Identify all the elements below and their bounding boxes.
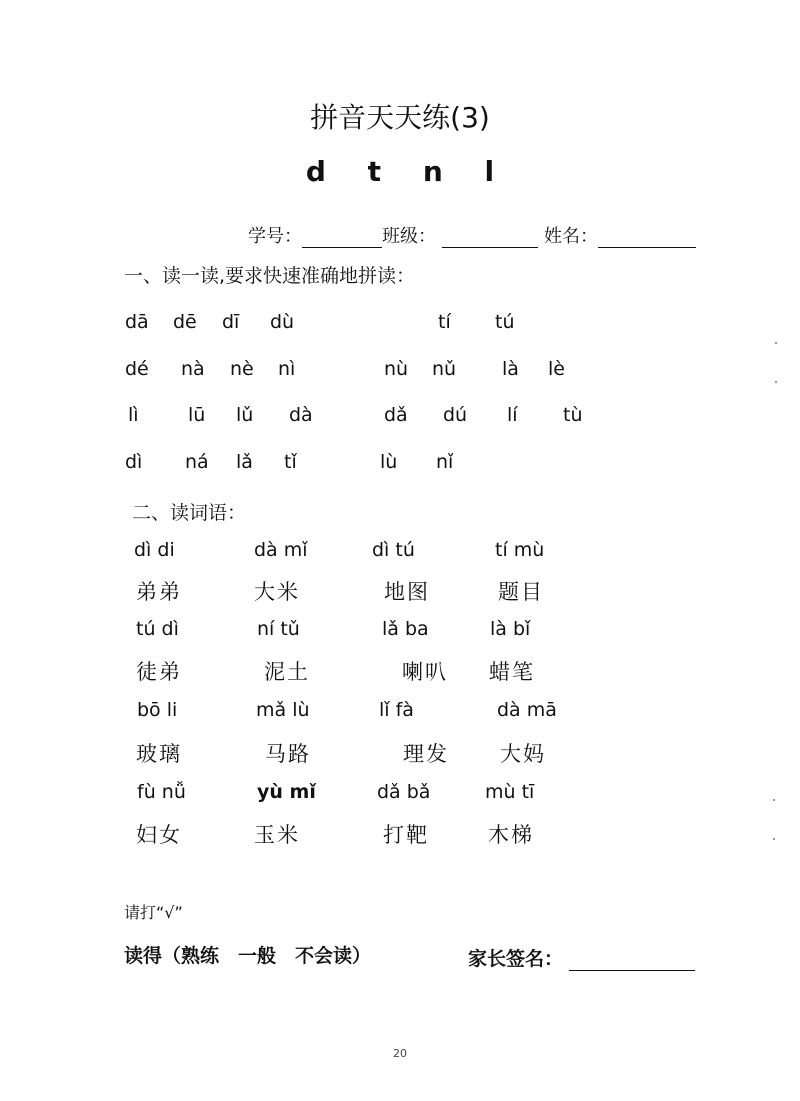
word-hanzi: 木梯 bbox=[488, 823, 534, 847]
student-number-field[interactable] bbox=[302, 229, 382, 248]
syllable: dú bbox=[443, 404, 468, 426]
word-hanzi: 题目 bbox=[498, 580, 544, 604]
syllable: dā bbox=[125, 311, 149, 333]
word-pinyin: dì tú bbox=[372, 539, 415, 561]
word-hanzi: 徒弟 bbox=[136, 660, 182, 684]
word-hanzi: 理发 bbox=[403, 742, 449, 766]
syllable: nǐ bbox=[436, 451, 454, 473]
class-field[interactable] bbox=[442, 229, 538, 248]
word-hanzi: 玉米 bbox=[254, 823, 300, 847]
student-number-label: 学号： bbox=[248, 226, 302, 247]
word-pinyin: bō li bbox=[137, 699, 178, 721]
syllable: nì bbox=[278, 358, 296, 380]
syllable: nà bbox=[181, 358, 205, 380]
syllable: là bbox=[502, 358, 519, 380]
syllable: tù bbox=[563, 404, 583, 426]
parent-signature-label: 家长签名： bbox=[468, 948, 564, 970]
syllable: dù bbox=[270, 311, 295, 333]
name-field[interactable] bbox=[598, 229, 696, 248]
name-label: 姓名： bbox=[544, 226, 598, 247]
word-pinyin: mù tī bbox=[485, 781, 535, 803]
letter-n: n bbox=[422, 155, 443, 188]
word-pinyin: dà mǐ bbox=[254, 539, 308, 561]
syllable: dǎ bbox=[384, 404, 408, 426]
syllable: dà bbox=[289, 404, 313, 426]
syllable: lǔ bbox=[236, 404, 254, 426]
syllable: dī bbox=[222, 311, 240, 333]
word-pinyin: dì di bbox=[134, 539, 175, 561]
page-title: 拼音天天练(3) bbox=[310, 101, 490, 134]
page-number: 20 bbox=[393, 1047, 407, 1060]
syllable: nù bbox=[384, 358, 409, 380]
word-hanzi: 大米 bbox=[254, 580, 300, 604]
syllable: dé bbox=[125, 358, 149, 380]
syllable: lí bbox=[507, 404, 518, 426]
letter-t: t bbox=[367, 155, 382, 188]
syllable: tǐ bbox=[284, 451, 297, 473]
parent-signature-field[interactable] bbox=[569, 952, 695, 971]
initial-letters bbox=[0, 155, 800, 188]
syllable: tí bbox=[438, 311, 451, 333]
word-pinyin: fù nǚ bbox=[137, 781, 186, 803]
word-hanzi: 玻璃 bbox=[136, 742, 182, 766]
section1-heading: 一、读一读,要求快速准确地拼读： bbox=[124, 265, 416, 287]
syllable: lù bbox=[380, 451, 398, 473]
scan-speckle bbox=[775, 342, 777, 344]
word-pinyin: dà mā bbox=[497, 699, 557, 721]
syllable: ná bbox=[185, 451, 209, 473]
letter-l: l bbox=[484, 155, 495, 188]
syllable: lì bbox=[128, 404, 139, 426]
syllable: lǎ bbox=[236, 451, 253, 473]
letter-d: d bbox=[305, 155, 326, 188]
word-pinyin: mǎ lù bbox=[256, 699, 310, 721]
check-note: 请打“√” bbox=[124, 903, 183, 922]
word-hanzi: 蜡笔 bbox=[489, 660, 535, 684]
syllable: lū bbox=[188, 404, 206, 426]
scan-speckle bbox=[773, 799, 775, 801]
syllable: nǔ bbox=[432, 358, 457, 380]
syllable: dì bbox=[125, 451, 143, 473]
word-pinyin: tú dì bbox=[136, 618, 179, 640]
word-hanzi: 地图 bbox=[384, 580, 430, 604]
syllable: dē bbox=[173, 311, 197, 333]
word-hanzi: 喇叭 bbox=[402, 660, 448, 684]
word-pinyin: lǎ ba bbox=[382, 618, 429, 640]
word-hanzi: 马路 bbox=[265, 742, 311, 766]
scan-speckle bbox=[773, 838, 775, 840]
word-hanzi: 泥土 bbox=[264, 660, 310, 684]
syllable: tú bbox=[495, 311, 515, 333]
parent-signature bbox=[468, 944, 695, 971]
word-pinyin: là bǐ bbox=[490, 618, 531, 640]
word-hanzi: 大妈 bbox=[500, 742, 546, 766]
word-hanzi: 弟弟 bbox=[136, 580, 182, 604]
scan-speckle bbox=[775, 381, 777, 383]
syllable: nè bbox=[230, 358, 254, 380]
word-pinyin: tí mù bbox=[495, 539, 545, 561]
word-pinyin: lǐ fà bbox=[379, 699, 414, 721]
word-hanzi: 打靶 bbox=[383, 823, 429, 847]
reading-level: 读得（熟练 一般 不会读） bbox=[124, 945, 372, 967]
word-hanzi: 妇女 bbox=[136, 823, 182, 847]
word-pinyin: ní tǔ bbox=[257, 618, 300, 640]
student-info bbox=[248, 222, 696, 248]
class-label: 班级： bbox=[382, 226, 436, 247]
section2-heading: 二、读词语： bbox=[132, 502, 247, 524]
syllable: lè bbox=[548, 358, 565, 380]
word-pinyin: dǎ bǎ bbox=[377, 781, 431, 803]
word-pinyin: yù mǐ bbox=[257, 781, 316, 803]
